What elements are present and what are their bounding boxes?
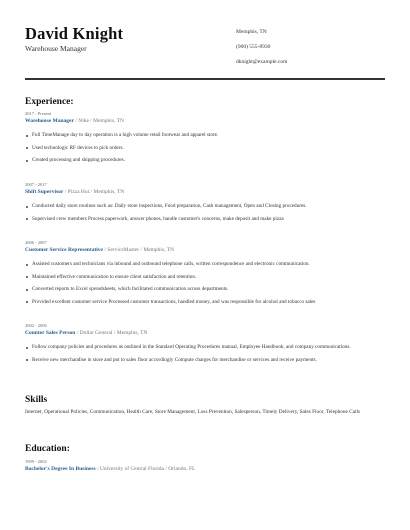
experience-heading: Experience: — [25, 97, 74, 107]
duty-item: Follow company policies and procedures as outlined in the Standard Operating Procedures manual, Employee Handbook, and company communications. — [25, 344, 380, 351]
education-entry — [25, 459, 380, 473]
contact-info — [236, 30, 287, 75]
job-entry — [25, 323, 380, 369]
job-entry — [25, 111, 380, 170]
job-duties — [25, 203, 380, 223]
job-duties — [25, 132, 380, 164]
candidate-name: David Knight — [25, 24, 124, 43]
job-employer: / Nike / Memphis, TN — [73, 118, 124, 124]
candidate-title: Warehouse Manager — [25, 44, 87, 53]
job-role-line — [25, 246, 380, 254]
job-role-line — [25, 329, 380, 337]
education-line — [25, 465, 380, 473]
job-employer: / Pizza Hut / Memphis, TN — [63, 189, 125, 195]
duty-item: Assisted customers and technicians via inbound and outbound telephone calls, written correspondence and electronic communication. — [25, 261, 380, 268]
education-school: / University of Central Florida / Orlando, FL — [95, 466, 196, 472]
job-role-line — [25, 188, 380, 196]
skills-list: Internet, Operational Policies, Communication, Health Care, Store Management, Loss Prevention, Salesperson, Timely Delivery, Sales Floor, Telephone Calls — [25, 409, 361, 415]
job-duties — [25, 344, 380, 364]
job-dates: 2007 - 2017 — [25, 182, 47, 187]
education-dates: 1999 - 2002 — [25, 459, 47, 464]
job-dates: 2006 - 2007 — [25, 240, 47, 245]
contact-location: Memphis, TN — [236, 29, 267, 35]
duty-item: Supervised crew members Process paperwork, answer phones, handle customer's concerns, make deposit and make pizza — [25, 216, 380, 223]
header-divider — [25, 78, 385, 80]
job-title: Shift Supervisor — [25, 189, 64, 195]
job-entry — [25, 182, 380, 228]
job-title: Customer Service Representative — [25, 247, 103, 253]
job-title: Warehouse Manager — [25, 118, 74, 124]
job-dates: 2002 - 2006 — [25, 323, 47, 328]
duty-item: Receive new merchandise in store and put to sales floor accordingly Compute charges for merchandise or services and receive payments. — [25, 357, 380, 364]
duty-item: Used technologic RF devices to pick orders. — [25, 145, 380, 152]
job-title: Counter Sales Person — [25, 330, 76, 336]
duty-item: Provided excellent customer service Processed customer transactions, handled money, and was responsible for alcohol and tobacco sales — [25, 299, 380, 306]
job-employer: / ServiceMaster / Memphis, TN — [103, 247, 175, 253]
contact-email[interactable]: dknight@example.com — [236, 59, 288, 65]
duty-item: Converted reports to Excel spreadsheets, which facilitated communication across departments. — [25, 286, 380, 293]
duty-item: Full TimeManage day to day operation is a high volume retail footwear and apparel store. — [25, 132, 380, 139]
resume-header — [25, 24, 385, 76]
skills-heading: Skills — [25, 395, 48, 405]
job-duties — [25, 261, 380, 306]
education-heading: Education: — [25, 444, 70, 454]
duty-item: Created processing and shipping procedures. — [25, 157, 380, 164]
job-dates: 2017 - Present — [25, 111, 51, 116]
job-employer: / Dollar General / Memphis, TN — [75, 330, 148, 336]
contact-phone: (900) 555-8930 — [236, 44, 271, 50]
job-role-line — [25, 117, 380, 125]
duty-item: Maintained effective communication to ensure client satisfaction and retention. — [25, 274, 380, 281]
degree-name: Bachelor's Degree In Business — [25, 466, 96, 472]
duty-item: Conducted daily store routines such as: Daily store inspections, Food preparation, Cash management, Open and Closing procedures. — [25, 203, 380, 210]
job-entry — [25, 240, 380, 311]
